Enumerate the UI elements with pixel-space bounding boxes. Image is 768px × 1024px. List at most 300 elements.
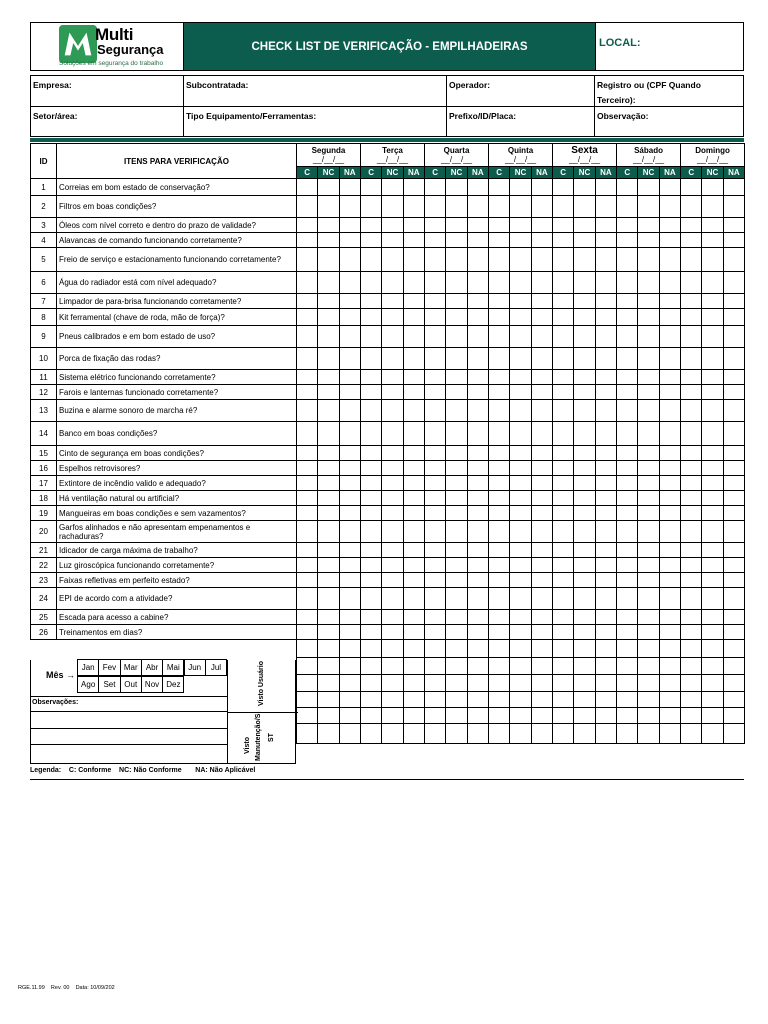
visto-cell[interactable]: [403, 692, 424, 708]
check-cell[interactable]: [360, 558, 381, 573]
visto-cell[interactable]: [489, 640, 510, 658]
check-cell[interactable]: [339, 348, 360, 370]
check-cell[interactable]: [617, 248, 638, 272]
check-cell[interactable]: [617, 476, 638, 491]
check-cell[interactable]: [638, 248, 659, 272]
check-cell[interactable]: [617, 521, 638, 543]
check-cell[interactable]: [574, 385, 595, 400]
check-cell[interactable]: [553, 272, 574, 294]
check-cell[interactable]: [574, 218, 595, 233]
check-cell[interactable]: [681, 218, 702, 233]
check-cell[interactable]: [339, 385, 360, 400]
check-cell[interactable]: [531, 309, 552, 326]
check-cell[interactable]: [595, 446, 616, 461]
month-cell[interactable]: Set: [98, 676, 120, 693]
tipo-equipamento-field[interactable]: Tipo Equipamento/Ferramentas:: [184, 107, 447, 136]
check-cell[interactable]: [617, 218, 638, 233]
visto-cell[interactable]: [553, 724, 574, 744]
check-cell[interactable]: [553, 558, 574, 573]
check-cell[interactable]: [403, 272, 424, 294]
check-cell[interactable]: [510, 422, 531, 446]
check-cell[interactable]: [425, 521, 446, 543]
visto-cell[interactable]: [723, 658, 744, 675]
check-cell[interactable]: [446, 506, 467, 521]
check-cell[interactable]: [681, 272, 702, 294]
check-cell[interactable]: [467, 625, 488, 640]
visto-cell[interactable]: [681, 640, 702, 658]
check-cell[interactable]: [446, 233, 467, 248]
visto-cell[interactable]: [681, 708, 702, 724]
check-cell[interactable]: [382, 294, 403, 309]
check-cell[interactable]: [553, 400, 574, 422]
visto-cell[interactable]: [489, 708, 510, 724]
check-cell[interactable]: [595, 196, 616, 218]
check-cell[interactable]: [297, 370, 318, 385]
check-cell[interactable]: [339, 491, 360, 506]
check-cell[interactable]: [425, 506, 446, 521]
visto-cell[interactable]: [339, 640, 360, 658]
check-cell[interactable]: [510, 521, 531, 543]
check-cell[interactable]: [723, 573, 744, 588]
check-cell[interactable]: [638, 422, 659, 446]
check-cell[interactable]: [297, 218, 318, 233]
check-cell[interactable]: [510, 610, 531, 625]
check-cell[interactable]: [318, 521, 339, 543]
check-cell[interactable]: [723, 233, 744, 248]
check-cell[interactable]: [702, 326, 723, 348]
check-cell[interactable]: [467, 558, 488, 573]
check-cell[interactable]: [553, 461, 574, 476]
check-cell[interactable]: [531, 233, 552, 248]
check-cell[interactable]: [702, 422, 723, 446]
check-cell[interactable]: [617, 610, 638, 625]
check-cell[interactable]: [595, 558, 616, 573]
check-cell[interactable]: [360, 588, 381, 610]
check-cell[interactable]: [489, 385, 510, 400]
check-cell[interactable]: [574, 446, 595, 461]
check-cell[interactable]: [510, 573, 531, 588]
check-cell[interactable]: [574, 422, 595, 446]
visto-cell[interactable]: [403, 658, 424, 675]
visto-cell[interactable]: [681, 692, 702, 708]
check-cell[interactable]: [382, 179, 403, 196]
day-date-field[interactable]: __/__/__: [504, 155, 537, 164]
visto-cell[interactable]: [339, 724, 360, 744]
visto-cell[interactable]: [638, 708, 659, 724]
check-cell[interactable]: [403, 248, 424, 272]
visto-cell[interactable]: [382, 640, 403, 658]
check-cell[interactable]: [318, 309, 339, 326]
check-cell[interactable]: [318, 179, 339, 196]
check-cell[interactable]: [339, 521, 360, 543]
check-cell[interactable]: [638, 272, 659, 294]
check-cell[interactable]: [681, 625, 702, 640]
registro-field[interactable]: Registro ou (CPF Quando Terceiro):: [595, 76, 743, 107]
check-cell[interactable]: [467, 326, 488, 348]
check-cell[interactable]: [574, 370, 595, 385]
visto-cell[interactable]: [574, 640, 595, 658]
visto-cell[interactable]: [574, 658, 595, 675]
check-cell[interactable]: [595, 476, 616, 491]
check-cell[interactable]: [339, 294, 360, 309]
check-cell[interactable]: [638, 588, 659, 610]
visto-cell[interactable]: [489, 675, 510, 692]
visto-cell[interactable]: [681, 658, 702, 675]
check-cell[interactable]: [595, 294, 616, 309]
check-cell[interactable]: [638, 400, 659, 422]
check-cell[interactable]: [425, 218, 446, 233]
check-cell[interactable]: [595, 326, 616, 348]
check-cell[interactable]: [489, 422, 510, 446]
check-cell[interactable]: [318, 385, 339, 400]
check-cell[interactable]: [638, 233, 659, 248]
visto-cell[interactable]: [553, 708, 574, 724]
visto-cell[interactable]: [382, 708, 403, 724]
check-cell[interactable]: [489, 521, 510, 543]
check-cell[interactable]: [318, 446, 339, 461]
check-cell[interactable]: [702, 248, 723, 272]
check-cell[interactable]: [360, 218, 381, 233]
check-cell[interactable]: [297, 543, 318, 558]
check-cell[interactable]: [297, 521, 318, 543]
visto-cell[interactable]: [659, 640, 680, 658]
check-cell[interactable]: [446, 446, 467, 461]
check-cell[interactable]: [510, 558, 531, 573]
setor-field[interactable]: Setor/área:: [31, 107, 184, 136]
check-cell[interactable]: [425, 400, 446, 422]
check-cell[interactable]: [425, 558, 446, 573]
check-cell[interactable]: [553, 491, 574, 506]
visto-cell[interactable]: [318, 724, 339, 744]
check-cell[interactable]: [531, 446, 552, 461]
check-cell[interactable]: [723, 294, 744, 309]
check-cell[interactable]: [403, 385, 424, 400]
check-cell[interactable]: [723, 588, 744, 610]
check-cell[interactable]: [467, 218, 488, 233]
check-cell[interactable]: [617, 400, 638, 422]
check-cell[interactable]: [360, 610, 381, 625]
check-cell[interactable]: [702, 233, 723, 248]
check-cell[interactable]: [339, 233, 360, 248]
check-cell[interactable]: [467, 309, 488, 326]
check-cell[interactable]: [339, 218, 360, 233]
check-cell[interactable]: [339, 461, 360, 476]
check-cell[interactable]: [553, 218, 574, 233]
check-cell[interactable]: [617, 385, 638, 400]
visto-cell[interactable]: [553, 658, 574, 675]
check-cell[interactable]: [638, 573, 659, 588]
check-cell[interactable]: [318, 294, 339, 309]
check-cell[interactable]: [403, 610, 424, 625]
check-cell[interactable]: [446, 272, 467, 294]
visto-cell[interactable]: [318, 640, 339, 658]
check-cell[interactable]: [318, 543, 339, 558]
check-cell[interactable]: [681, 543, 702, 558]
check-cell[interactable]: [553, 588, 574, 610]
visto-cell[interactable]: [638, 675, 659, 692]
check-cell[interactable]: [574, 309, 595, 326]
check-cell[interactable]: [638, 491, 659, 506]
check-cell[interactable]: [617, 272, 638, 294]
check-cell[interactable]: [318, 491, 339, 506]
check-cell[interactable]: [723, 506, 744, 521]
check-cell[interactable]: [446, 196, 467, 218]
visto-cell[interactable]: [425, 640, 446, 658]
check-cell[interactable]: [489, 370, 510, 385]
check-cell[interactable]: [425, 272, 446, 294]
check-cell[interactable]: [638, 521, 659, 543]
visto-cell[interactable]: [339, 658, 360, 675]
visto-cell[interactable]: [595, 640, 616, 658]
check-cell[interactable]: [446, 476, 467, 491]
visto-cell[interactable]: [659, 692, 680, 708]
visto-cell[interactable]: [659, 675, 680, 692]
check-cell[interactable]: [425, 461, 446, 476]
check-cell[interactable]: [553, 196, 574, 218]
check-cell[interactable]: [659, 179, 680, 196]
check-cell[interactable]: [446, 625, 467, 640]
check-cell[interactable]: [638, 326, 659, 348]
day-date-field[interactable]: __/__/__: [632, 155, 665, 164]
check-cell[interactable]: [595, 179, 616, 196]
check-cell[interactable]: [382, 521, 403, 543]
check-cell[interactable]: [382, 400, 403, 422]
check-cell[interactable]: [723, 625, 744, 640]
check-cell[interactable]: [297, 491, 318, 506]
check-cell[interactable]: [531, 521, 552, 543]
visto-cell[interactable]: [638, 658, 659, 675]
check-cell[interactable]: [723, 326, 744, 348]
visto-cell[interactable]: [702, 724, 723, 744]
day-date-field[interactable]: __/__/__: [376, 155, 409, 164]
check-cell[interactable]: [510, 294, 531, 309]
check-cell[interactable]: [531, 348, 552, 370]
check-cell[interactable]: [446, 218, 467, 233]
check-cell[interactable]: [297, 196, 318, 218]
check-cell[interactable]: [360, 370, 381, 385]
check-cell[interactable]: [382, 422, 403, 446]
check-cell[interactable]: [467, 422, 488, 446]
check-cell[interactable]: [382, 196, 403, 218]
check-cell[interactable]: [339, 272, 360, 294]
check-cell[interactable]: [659, 461, 680, 476]
check-cell[interactable]: [360, 625, 381, 640]
check-cell[interactable]: [531, 422, 552, 446]
check-cell[interactable]: [489, 272, 510, 294]
check-cell[interactable]: [638, 543, 659, 558]
check-cell[interactable]: [510, 326, 531, 348]
visto-cell[interactable]: [297, 724, 318, 744]
check-cell[interactable]: [595, 461, 616, 476]
check-cell[interactable]: [360, 506, 381, 521]
check-cell[interactable]: [574, 521, 595, 543]
check-cell[interactable]: [595, 309, 616, 326]
check-cell[interactable]: [617, 558, 638, 573]
check-cell[interactable]: [681, 588, 702, 610]
check-cell[interactable]: [403, 400, 424, 422]
visto-cell[interactable]: [574, 708, 595, 724]
check-cell[interactable]: [659, 422, 680, 446]
check-cell[interactable]: [723, 385, 744, 400]
check-cell[interactable]: [510, 625, 531, 640]
check-cell[interactable]: [339, 179, 360, 196]
check-cell[interactable]: [553, 625, 574, 640]
local-field[interactable]: LOCAL:: [595, 23, 743, 70]
visto-cell[interactable]: [574, 675, 595, 692]
month-cell[interactable]: Nov: [141, 676, 163, 693]
check-cell[interactable]: [403, 558, 424, 573]
visto-cell[interactable]: [553, 692, 574, 708]
check-cell[interactable]: [446, 491, 467, 506]
visto-cell[interactable]: [531, 658, 552, 675]
check-cell[interactable]: [425, 491, 446, 506]
check-cell[interactable]: [489, 326, 510, 348]
visto-cell[interactable]: [339, 675, 360, 692]
check-cell[interactable]: [297, 422, 318, 446]
visto-cell[interactable]: [681, 724, 702, 744]
check-cell[interactable]: [553, 446, 574, 461]
check-cell[interactable]: [425, 385, 446, 400]
visto-cell[interactable]: [446, 658, 467, 675]
check-cell[interactable]: [489, 196, 510, 218]
check-cell[interactable]: [595, 506, 616, 521]
check-cell[interactable]: [297, 326, 318, 348]
check-cell[interactable]: [638, 506, 659, 521]
check-cell[interactable]: [382, 446, 403, 461]
visto-cell[interactable]: [382, 724, 403, 744]
check-cell[interactable]: [659, 218, 680, 233]
check-cell[interactable]: [595, 422, 616, 446]
check-cell[interactable]: [446, 558, 467, 573]
visto-cell[interactable]: [403, 675, 424, 692]
check-cell[interactable]: [382, 610, 403, 625]
visto-cell[interactable]: [425, 692, 446, 708]
check-cell[interactable]: [297, 558, 318, 573]
check-cell[interactable]: [681, 385, 702, 400]
check-cell[interactable]: [659, 521, 680, 543]
check-cell[interactable]: [723, 179, 744, 196]
check-cell[interactable]: [531, 588, 552, 610]
check-cell[interactable]: [360, 179, 381, 196]
check-cell[interactable]: [403, 309, 424, 326]
visto-cell[interactable]: [531, 692, 552, 708]
check-cell[interactable]: [446, 179, 467, 196]
check-cell[interactable]: [467, 196, 488, 218]
visto-cell[interactable]: [531, 708, 552, 724]
check-cell[interactable]: [467, 446, 488, 461]
check-cell[interactable]: [531, 506, 552, 521]
check-cell[interactable]: [595, 272, 616, 294]
check-cell[interactable]: [446, 370, 467, 385]
check-cell[interactable]: [617, 294, 638, 309]
check-cell[interactable]: [403, 461, 424, 476]
check-cell[interactable]: [723, 348, 744, 370]
check-cell[interactable]: [617, 179, 638, 196]
visto-cell[interactable]: [403, 708, 424, 724]
day-date-field[interactable]: __/__/__: [696, 155, 729, 164]
visto-cell[interactable]: [617, 675, 638, 692]
check-cell[interactable]: [467, 370, 488, 385]
check-cell[interactable]: [723, 558, 744, 573]
check-cell[interactable]: [553, 573, 574, 588]
check-cell[interactable]: [531, 326, 552, 348]
check-cell[interactable]: [467, 588, 488, 610]
check-cell[interactable]: [382, 506, 403, 521]
check-cell[interactable]: [553, 610, 574, 625]
check-cell[interactable]: [403, 422, 424, 446]
check-cell[interactable]: [553, 248, 574, 272]
visto-cell[interactable]: [681, 675, 702, 692]
check-cell[interactable]: [595, 248, 616, 272]
check-cell[interactable]: [723, 422, 744, 446]
check-cell[interactable]: [510, 491, 531, 506]
check-cell[interactable]: [531, 610, 552, 625]
check-cell[interactable]: [318, 233, 339, 248]
check-cell[interactable]: [446, 461, 467, 476]
check-cell[interactable]: [339, 625, 360, 640]
check-cell[interactable]: [403, 294, 424, 309]
check-cell[interactable]: [574, 179, 595, 196]
check-cell[interactable]: [297, 573, 318, 588]
check-cell[interactable]: [638, 218, 659, 233]
check-cell[interactable]: [510, 233, 531, 248]
check-cell[interactable]: [510, 179, 531, 196]
check-cell[interactable]: [489, 506, 510, 521]
check-cell[interactable]: [360, 196, 381, 218]
check-cell[interactable]: [467, 543, 488, 558]
visto-cell[interactable]: [659, 724, 680, 744]
check-cell[interactable]: [403, 521, 424, 543]
visto-cell[interactable]: [425, 724, 446, 744]
visto-cell[interactable]: [723, 724, 744, 744]
check-cell[interactable]: [617, 588, 638, 610]
subcontratada-field[interactable]: Subcontratada:: [184, 76, 447, 107]
check-cell[interactable]: [638, 476, 659, 491]
check-cell[interactable]: [425, 543, 446, 558]
visto-cell[interactable]: [617, 692, 638, 708]
check-cell[interactable]: [531, 573, 552, 588]
visto-cell[interactable]: [702, 692, 723, 708]
check-cell[interactable]: [467, 272, 488, 294]
check-cell[interactable]: [403, 491, 424, 506]
check-cell[interactable]: [297, 294, 318, 309]
check-cell[interactable]: [574, 625, 595, 640]
check-cell[interactable]: [723, 610, 744, 625]
check-cell[interactable]: [617, 573, 638, 588]
check-cell[interactable]: [659, 326, 680, 348]
check-cell[interactable]: [446, 385, 467, 400]
check-cell[interactable]: [318, 218, 339, 233]
check-cell[interactable]: [467, 461, 488, 476]
check-cell[interactable]: [489, 348, 510, 370]
day-date-field[interactable]: __/__/__: [568, 155, 601, 164]
check-cell[interactable]: [297, 610, 318, 625]
check-cell[interactable]: [489, 461, 510, 476]
check-cell[interactable]: [638, 179, 659, 196]
check-cell[interactable]: [382, 272, 403, 294]
visto-cell[interactable]: [297, 708, 318, 724]
check-cell[interactable]: [574, 196, 595, 218]
visto-cell[interactable]: [617, 724, 638, 744]
check-cell[interactable]: [574, 588, 595, 610]
check-cell[interactable]: [702, 521, 723, 543]
check-cell[interactable]: [531, 400, 552, 422]
check-cell[interactable]: [489, 248, 510, 272]
check-cell[interactable]: [553, 385, 574, 400]
check-cell[interactable]: [360, 272, 381, 294]
check-cell[interactable]: [681, 573, 702, 588]
check-cell[interactable]: [574, 272, 595, 294]
